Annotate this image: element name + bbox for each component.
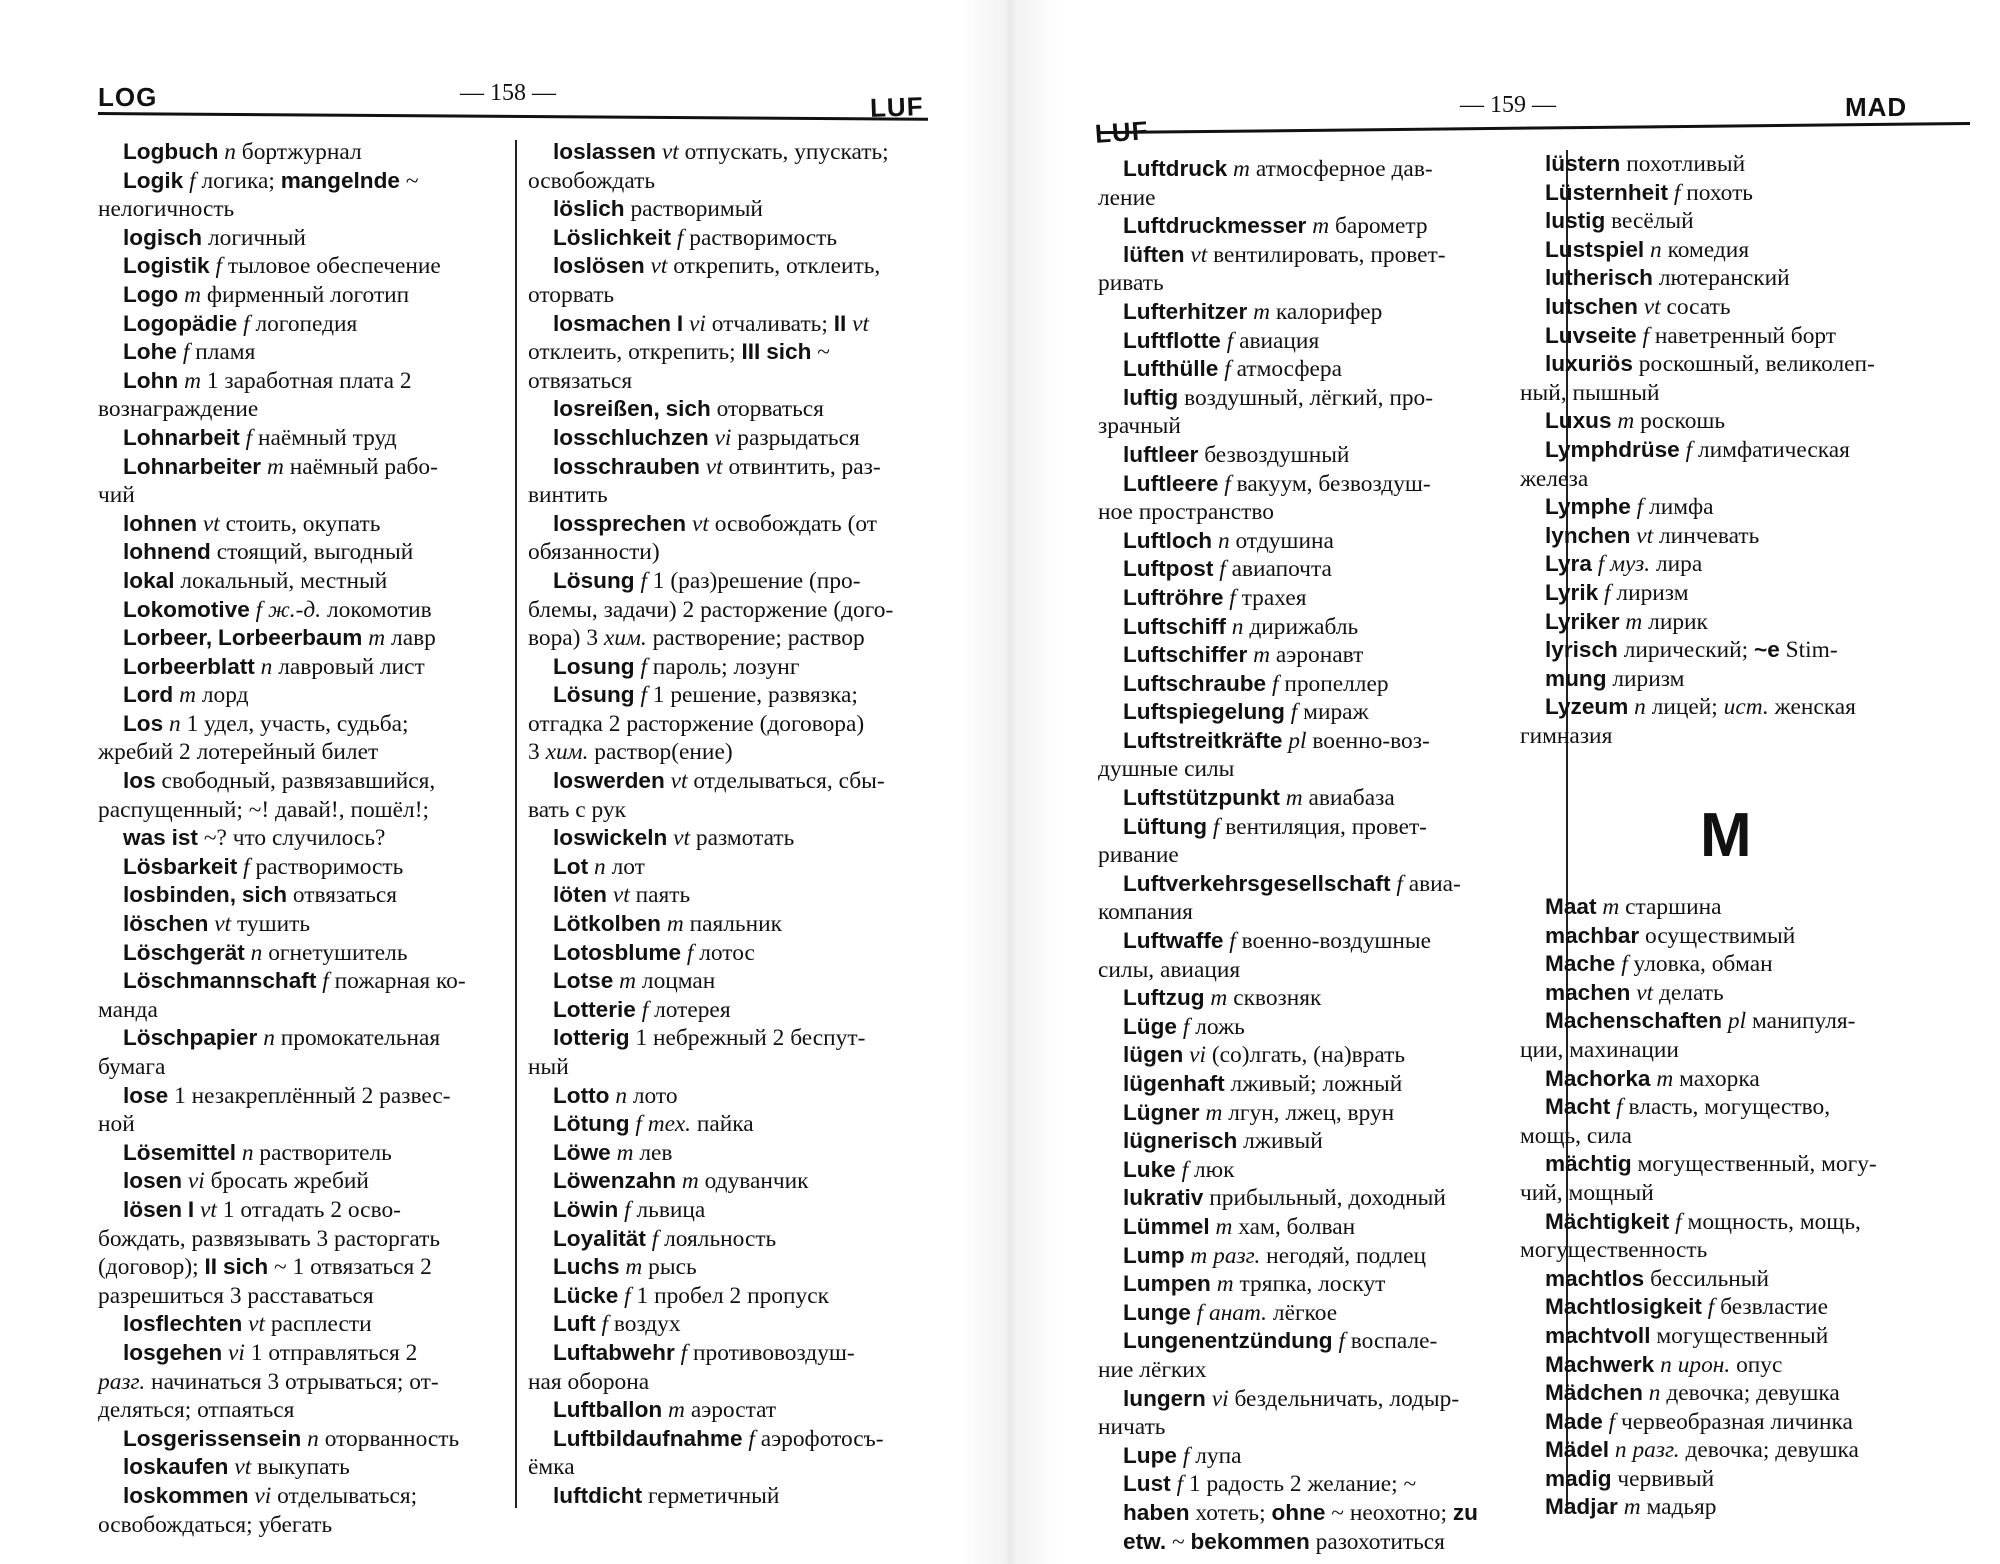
dictionary-line: Mache f уловка, обман [1545, 951, 1773, 978]
right-page [1060, 0, 2000, 1564]
dictionary-line: lossprechen vt освобождать (от [553, 510, 877, 537]
dictionary-line: отвязаться [528, 367, 633, 394]
dictionary-line: Löwin f львица [553, 1196, 706, 1223]
dictionary-line: блемы, задачи) 2 расторжение (дого- [528, 596, 894, 623]
dictionary-line: Luftschraube f пропеллер [1123, 670, 1389, 697]
book-gutter [960, 0, 1060, 1564]
left-column-2 [528, 138, 928, 1511]
right-header-rule [1100, 122, 1970, 134]
dictionary-line: luftdicht герметичный [553, 1482, 780, 1509]
dictionary-line: Luvseite f наветренный борт [1545, 322, 1837, 349]
dictionary-line: lotterig 1 небрежный 2 беспут- [553, 1025, 866, 1052]
dictionary-line: Mächtigkeit f мощность, мощь, [1545, 1208, 1861, 1235]
dictionary-line: Machwerk n ирон. опус [1545, 1351, 1783, 1378]
dictionary-line: Lötung f тех. пайка [553, 1111, 754, 1138]
dictionary-line: Lüsternheit f похоть [1545, 179, 1753, 206]
dictionary-line: ной [98, 1111, 135, 1138]
dictionary-line: нелогичность [98, 196, 235, 223]
right-column-1 [1098, 155, 1554, 1556]
dictionary-line: ции, махинации [1520, 1036, 1679, 1063]
dictionary-line: Lyzeum n лицей; ист. женская [1545, 694, 1856, 721]
dictionary-line: Lymphe f лимфа [1545, 494, 1714, 521]
dictionary-line: гимназия [1520, 722, 1613, 749]
dictionary-line: Lüge f ложь [1123, 1013, 1245, 1040]
dictionary-line: Luftstützpunkt m авиабаза [1123, 785, 1395, 812]
dictionary-line: Löschmannschaft f пожарная ко- [123, 968, 466, 995]
dictionary-line: душные силы [1098, 756, 1235, 783]
dictionary-line: Macht f власть, могущество, [1545, 1094, 1831, 1121]
dictionary-line: Lyriker m лирик [1545, 608, 1708, 635]
dictionary-line: loskommen vi отделываться; [123, 1482, 418, 1509]
dictionary-line: lose 1 незакреплённый 2 развес- [123, 1082, 451, 1109]
dictionary-line: loswickeln vt размотать [553, 825, 795, 852]
dictionary-line: Lot n лот [553, 853, 645, 880]
dictionary-line: Lyrik f лиризм [1545, 579, 1689, 606]
dictionary-line: lutschen vt сосать [1545, 293, 1731, 320]
dictionary-line: lüstern похотливый [1545, 151, 1746, 177]
dictionary-line: освобождать [528, 167, 655, 194]
dictionary-line: Made f червеобразная личинка [1545, 1408, 1853, 1435]
dictionary-line: lokal локальный, местный [123, 567, 388, 594]
dictionary-line: Logopädie f логопедия [123, 310, 358, 337]
dictionary-line: lohnen vt стоить, окупать [123, 510, 381, 537]
dictionary-line: Luxus m роскошь [1545, 408, 1726, 435]
dictionary-line: Lord m лорд [123, 682, 249, 709]
right-header-guide-right: MAD [1845, 92, 1908, 122]
dictionary-line: Machorka m махорка [1545, 1065, 1760, 1092]
left-header-guide-right: LUF [869, 91, 925, 123]
dictionary-line: Lufterhitzer m калорифер [1123, 298, 1383, 325]
dictionary-line: machtvoll могущественный [1545, 1322, 1829, 1349]
dictionary-line: Lyra f муз. лира [1545, 551, 1703, 578]
dictionary-line: lustig весёлый [1545, 208, 1694, 235]
dictionary-line: вознаграждение [98, 396, 259, 423]
dictionary-line: бумага [98, 1054, 166, 1080]
dictionary-line: Luftröhre f трахея [1123, 584, 1307, 611]
right-column-2-bottom [1520, 893, 1982, 1522]
left-header-rule [98, 112, 928, 121]
dictionary-line: ная оборона [528, 1368, 650, 1395]
right-header-guide-left: LUF [1093, 115, 1150, 149]
dictionary-line: жребий 2 лотерейный билет [98, 739, 379, 766]
dictionary-line: Lokomotive f ж.-д. локомотив [123, 596, 432, 623]
dictionary-line: löten vt паять [553, 882, 691, 909]
dictionary-line: Luftballon m аэростат [553, 1397, 777, 1424]
dictionary-line: was ist ~? что случилось? [123, 825, 386, 852]
dictionary-line: Luchs m рысь [553, 1254, 697, 1281]
dictionary-line: ничать [1098, 1414, 1166, 1441]
dictionary-line: могущественность [1520, 1237, 1708, 1264]
left-header-guide-left: LOG [98, 82, 158, 112]
dictionary-line: loslösen vt открепить, отклеить, [553, 253, 881, 280]
dictionary-line: Lupe f лупа [1123, 1442, 1242, 1469]
dictionary-line: Lymphdrüse f лимфатическая [1545, 436, 1850, 463]
dictionary-line: löschen vt тушить [123, 911, 311, 938]
dictionary-line: Luftzug m сквозняк [1123, 985, 1322, 1012]
dictionary-line: losbinden, sich отвязаться [123, 882, 398, 909]
dictionary-line: Luftverkehrsgesellschaft f авиа- [1123, 870, 1461, 897]
dictionary-line: luftleer безвоздушный [1123, 441, 1350, 468]
dictionary-line: Lunge f анат. лёгкое [1123, 1299, 1338, 1326]
dictionary-line: Lungenentzündung f воспале- [1123, 1328, 1438, 1355]
dictionary-line: оторвать [528, 281, 615, 308]
left-page-number: — 158 — [460, 80, 556, 106]
dictionary-line: Logik f логика; mangelnde ~ [123, 167, 419, 194]
dictionary-line: ёмка [528, 1454, 575, 1481]
dictionary-line: Luftflotte f авиация [1123, 327, 1320, 354]
dictionary-line: los свободный, развязавшийся, [123, 768, 436, 795]
dictionary-line: losgehen vi 1 отправляться 2 [123, 1339, 418, 1366]
dictionary-line: Lohnarbeit f наёмный труд [123, 424, 397, 451]
dictionary-line: Luftschiffer m аэронавт [1123, 642, 1364, 669]
dictionary-line: отклеить, открепить; III sich ~ [528, 339, 830, 366]
dictionary-line: Luftspiegelung f мираж [1123, 699, 1369, 726]
left-column-1 [98, 138, 498, 1539]
dictionary-line: Luft f воздух [553, 1311, 681, 1338]
dictionary-line: Löslichkeit f растворимость [553, 224, 838, 251]
dictionary-line: Luftdruck m атмосферное дав- [1123, 156, 1433, 182]
dictionary-line: зрачный [1098, 413, 1181, 440]
dictionary-line: Lücke f 1 пробел 2 пропуск [553, 1282, 829, 1309]
dictionary-line: компания [1098, 899, 1193, 926]
dictionary-line: Löwenzahn m одуванчик [553, 1168, 809, 1195]
dictionary-line: Lohnarbeiter m наёмный рабо- [123, 453, 438, 480]
dictionary-line: mung лиризм [1545, 665, 1685, 692]
dictionary-line: (договор); II sich ~ 1 отвязаться 2 [98, 1254, 432, 1281]
dictionary-line: Lügner m лгун, лжец, врун [1123, 1099, 1395, 1126]
dictionary-line: machen vt делать [1545, 979, 1724, 1006]
dictionary-line: Logistik f тыловое обеспечение [123, 253, 441, 280]
dictionary-line: luxuriös роскошный, великолеп- [1545, 351, 1875, 378]
dictionary-line: machbar осуществимый [1545, 922, 1796, 949]
dictionary-line: Mädchen n девочка; девушка [1545, 1380, 1840, 1407]
dictionary-line: lösen I vt 1 отгадать 2 осво- [123, 1196, 401, 1223]
dictionary-line: отгадка 2 расторжение (договора) [528, 710, 865, 737]
dictionary-line: loslassen vt отпускать, упускать; [553, 139, 889, 165]
dictionary-line: lohnend стоящий, выгодный [123, 539, 414, 566]
right-page-number: — 159 — [1460, 92, 1556, 118]
dictionary-line: Löwe m лев [553, 1139, 673, 1166]
dictionary-line: Lotto n лото [553, 1082, 678, 1109]
dictionary-line: Luftpost f авиапочта [1123, 556, 1332, 583]
dictionary-line: ривать [1098, 270, 1164, 297]
dictionary-line: losreißen, sich оторваться [553, 396, 824, 423]
dictionary-line: бождать, развязывать 3 расторгать [98, 1225, 441, 1252]
dictionary-line: loskaufen vt выкупать [123, 1454, 350, 1481]
dictionary-line: ривание [1098, 842, 1179, 869]
dictionary-line: Lötkolben m паяльник [553, 911, 782, 938]
dictionary-line: lügenhaft лживый; ложный [1123, 1071, 1403, 1097]
dictionary-line: Machenschaften pl манипуля- [1545, 1008, 1856, 1035]
dictionary-line: lukrativ прибыльный, доходный [1123, 1185, 1446, 1212]
dictionary-line: lyrisch лирический; ~e Stim- [1545, 637, 1838, 664]
dictionary-line: ное пространство [1098, 499, 1274, 526]
dictionary-line: манда [98, 996, 158, 1023]
dictionary-line: Maat m старшина [1545, 894, 1722, 920]
dictionary-line: Luftbildaufnahme f аэрофотосъ- [553, 1425, 884, 1452]
dictionary-line: ние лёгких [1098, 1356, 1207, 1383]
dictionary-line: Lohe f пламя [123, 339, 256, 366]
dictionary-line: Luke f люк [1123, 1156, 1235, 1183]
dictionary-line: Lorbeerblatt n лавровый лист [123, 653, 425, 680]
dictionary-line: lutherisch лютеранский [1545, 265, 1790, 292]
dictionary-line: löslich растворимый [553, 196, 763, 223]
dictionary-line: ный [528, 1054, 569, 1080]
dictionary-line: Machtlosigkeit f безвластие [1545, 1294, 1828, 1321]
dictionary-line: losen vi бросать жребий [123, 1168, 369, 1195]
dictionary-line: чий, мощный [1520, 1179, 1654, 1206]
dictionary-line: Lösung f 1 (раз)решение (про- [553, 567, 861, 594]
dictionary-line: Mädel n разг. девочка; девушка [1545, 1437, 1859, 1464]
dictionary-line: Lust f 1 радость 2 желание; ~ [1123, 1471, 1417, 1498]
dictionary-line: Luftwaffe f военно-воздушные [1123, 928, 1432, 955]
dictionary-line: Lufthülle f атмосфера [1123, 356, 1342, 383]
left-page [0, 0, 960, 1564]
dictionary-line: etw. ~ bekommen разохотиться [1123, 1528, 1445, 1555]
dictionary-line: lügnerisch лживый [1123, 1128, 1323, 1155]
dictionary-line: ный, пышный [1520, 379, 1660, 406]
dictionary-line: Luftloch n отдушина [1123, 527, 1334, 554]
dictionary-line: вора) 3 хим. растворение; раствор [528, 625, 865, 652]
dictionary-line: Los n 1 удел, участь, судьба; [123, 710, 409, 737]
dictionary-line: Loyalität f лояльность [553, 1225, 777, 1252]
dictionary-line: Luftleere f вакуум, безвоздуш- [1123, 470, 1431, 497]
dictionary-line: Losgerissensein n оторванность [123, 1425, 460, 1452]
dictionary-line: Lotosblume f лотос [553, 939, 755, 966]
dictionary-line: Lohn m 1 заработная плата 2 [123, 367, 412, 394]
dictionary-line: lüften vt вентилировать, провет- [1123, 241, 1446, 268]
dictionary-line: Losung f пароль; лозунг [553, 653, 800, 680]
dictionary-line: haben хотеть; ohne ~ неохотно; zu [1123, 1499, 1478, 1526]
dictionary-line: lynchen vt линчевать [1545, 522, 1760, 549]
dictionary-line: 3 хим. раствор(ение) [528, 739, 733, 766]
dictionary-line: Lüftung f вентиляция, провет- [1123, 813, 1427, 840]
dictionary-line: mächtig могущественный, могу- [1545, 1151, 1877, 1178]
dictionary-line: Lotse m лоцман [553, 968, 716, 995]
section-letter-m: M [1700, 801, 1752, 870]
dictionary-line: Luftstreitkräfte pl военно-воз- [1123, 727, 1430, 754]
dictionary-line: lügen vi (со)лгать, (на)врать [1123, 1042, 1406, 1069]
dictionary-line: Lösbarkeit f растворимость [123, 853, 404, 880]
dictionary-line: Löschgerät n огнетушитель [123, 939, 408, 966]
dictionary-line: machtlos бессильный [1545, 1265, 1769, 1292]
dictionary-line: Lorbeer, Lorbeerbaum m лавр [123, 625, 436, 652]
dictionary-line: Lustspiel n комедия [1545, 236, 1750, 263]
dictionary-line: железа [1520, 465, 1589, 492]
dictionary-line: Lump m разг. негодяй, подлец [1123, 1242, 1427, 1269]
dictionary-line: Madjar m мадьяр [1545, 1494, 1717, 1521]
dictionary-line: losschluchzen vi разрыдаться [553, 424, 860, 451]
dictionary-line: обязанности) [528, 539, 660, 566]
dictionary-line: Logo m фирменный логотип [123, 281, 410, 308]
dictionary-line: Lösemittel n растворитель [123, 1139, 392, 1166]
dictionary-line: разрешиться 3 расставаться [98, 1282, 374, 1309]
dictionary-line: Logbuch n бортжурнал [123, 139, 362, 165]
dictionary-line: винтить [528, 482, 608, 509]
dictionary-line: ление [1098, 184, 1156, 211]
dictionary-line: Lumpen m тряпка, лоскут [1123, 1271, 1386, 1298]
dictionary-line: logisch логичный [123, 224, 306, 251]
dictionary-line: Lümmel m хам, болван [1123, 1213, 1356, 1240]
dictionary-line: чий [98, 482, 135, 509]
dictionary-line: losflechten vt расплести [123, 1311, 372, 1338]
dictionary-line: мощь, сила [1520, 1122, 1632, 1149]
dictionary-line: освобождаться; убегать [98, 1511, 333, 1538]
dictionary-line: lungern vi бездельничать, лодыр- [1123, 1385, 1460, 1412]
right-column-2-top [1520, 150, 1982, 750]
dictionary-line: Luftschiff n дирижабль [1123, 613, 1359, 640]
dictionary-line: Löschpapier n промокательная [123, 1025, 441, 1052]
dictionary-line: loswerden vt отделываться, сбы- [553, 768, 885, 795]
dictionary-line: деляться; отпаяться [98, 1397, 295, 1424]
dictionary-line: Lösung f 1 решение, развязка; [553, 682, 858, 709]
dictionary-line: вать с рук [528, 796, 626, 823]
dictionary-line: распущенный; ~! давай!, пошёл!; [98, 796, 430, 823]
dictionary-line: losmachen I vi отчаливать; II vt [553, 310, 870, 337]
dictionary-line: Luftabwehr f противовоздуш- [553, 1339, 855, 1366]
left-column-divider [515, 140, 517, 1508]
dictionary-line: силы, авиация [1098, 956, 1241, 983]
dictionary-line: Lotterie f лотерея [553, 996, 731, 1023]
dictionary-line: madig червивый [1545, 1465, 1715, 1492]
dictionary-line: Luftdruckmesser m барометр [1123, 213, 1428, 240]
dictionary-line: разг. начинаться 3 отрываться; от- [98, 1368, 439, 1395]
dictionary-line: luftig воздушный, лёгкий, про- [1123, 384, 1434, 411]
dictionary-line: losschrauben vt отвинтить, раз- [553, 453, 881, 480]
